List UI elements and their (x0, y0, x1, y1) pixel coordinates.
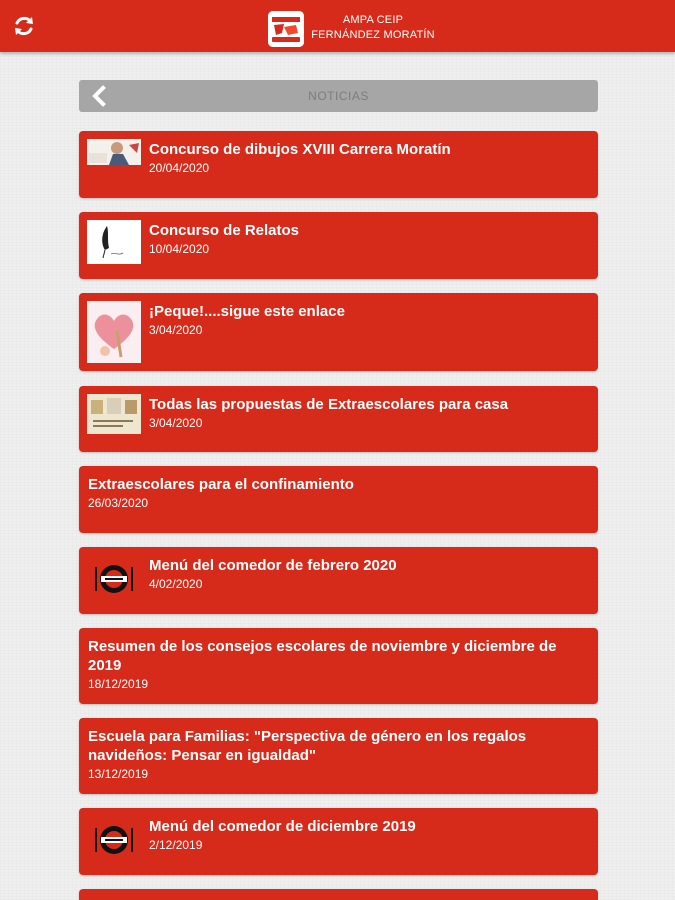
news-title: ¡Peque!....sigue este enlace (149, 303, 345, 320)
news-title: Extraescolares para el confinamiento (88, 476, 354, 493)
news-item[interactable] (79, 628, 598, 704)
app-title-line1: AMPA CEIP (342, 14, 404, 26)
ampa-logo-icon (268, 11, 304, 47)
news-title: Menú del comedor de febrero 2020 (149, 557, 397, 574)
news-date: 18/12/2019 (88, 677, 149, 691)
news-title: Escuela para Familias: "Perspectiva de género en los regalos navideños: Pensar en igualdad" (88, 728, 527, 764)
news-title: Resumen de los consejos escolares de noviembre y diciembre de 2019 (88, 638, 557, 674)
news-date: 4/02/2020 (149, 577, 203, 591)
refresh-icon (12, 14, 36, 38)
app-header (0, 0, 675, 52)
news-date: 26/03/2020 (88, 496, 149, 510)
activities-collage-thumbnail (87, 394, 141, 434)
news-item[interactable] (79, 718, 598, 794)
news-date: 3/04/2020 (149, 416, 203, 430)
news-date: 2/12/2019 (149, 838, 203, 852)
news-date: 13/12/2019 (88, 767, 149, 781)
news-date: 3/04/2020 (149, 323, 203, 337)
section-navbar (79, 80, 598, 112)
refresh-button[interactable] (10, 12, 38, 40)
app-title (306, 13, 440, 43)
news-title: Todas las propuestas de Extraescolares para casa (149, 396, 509, 413)
quill-pen-thumbnail (87, 220, 141, 264)
news-item[interactable] (79, 386, 598, 452)
news-date: 10/04/2020 (149, 242, 210, 256)
dining-plate-icon (87, 555, 141, 603)
news-item[interactable] (79, 808, 598, 875)
dining-plate-icon (87, 816, 141, 864)
news-item[interactable] (79, 889, 598, 900)
news-item[interactable] (79, 466, 598, 533)
news-item[interactable] (79, 293, 598, 371)
section-title: NOTICIAS (308, 89, 369, 103)
news-date: 20/04/2020 (149, 161, 210, 175)
app-title-line2: FERNÁNDEZ MORATÍN (311, 29, 435, 41)
news-title: Concurso de dibujos XVIII Carrera Moratín (149, 141, 451, 158)
heart-watercolor-thumbnail (87, 301, 141, 363)
news-item[interactable] (79, 547, 598, 614)
news-title: Menú del comedor de diciembre 2019 (149, 818, 416, 835)
drawing-contest-thumbnail (87, 139, 141, 165)
news-item[interactable] (79, 212, 598, 279)
news-item[interactable] (79, 131, 598, 198)
news-title: Concurso de Relatos (149, 222, 300, 239)
